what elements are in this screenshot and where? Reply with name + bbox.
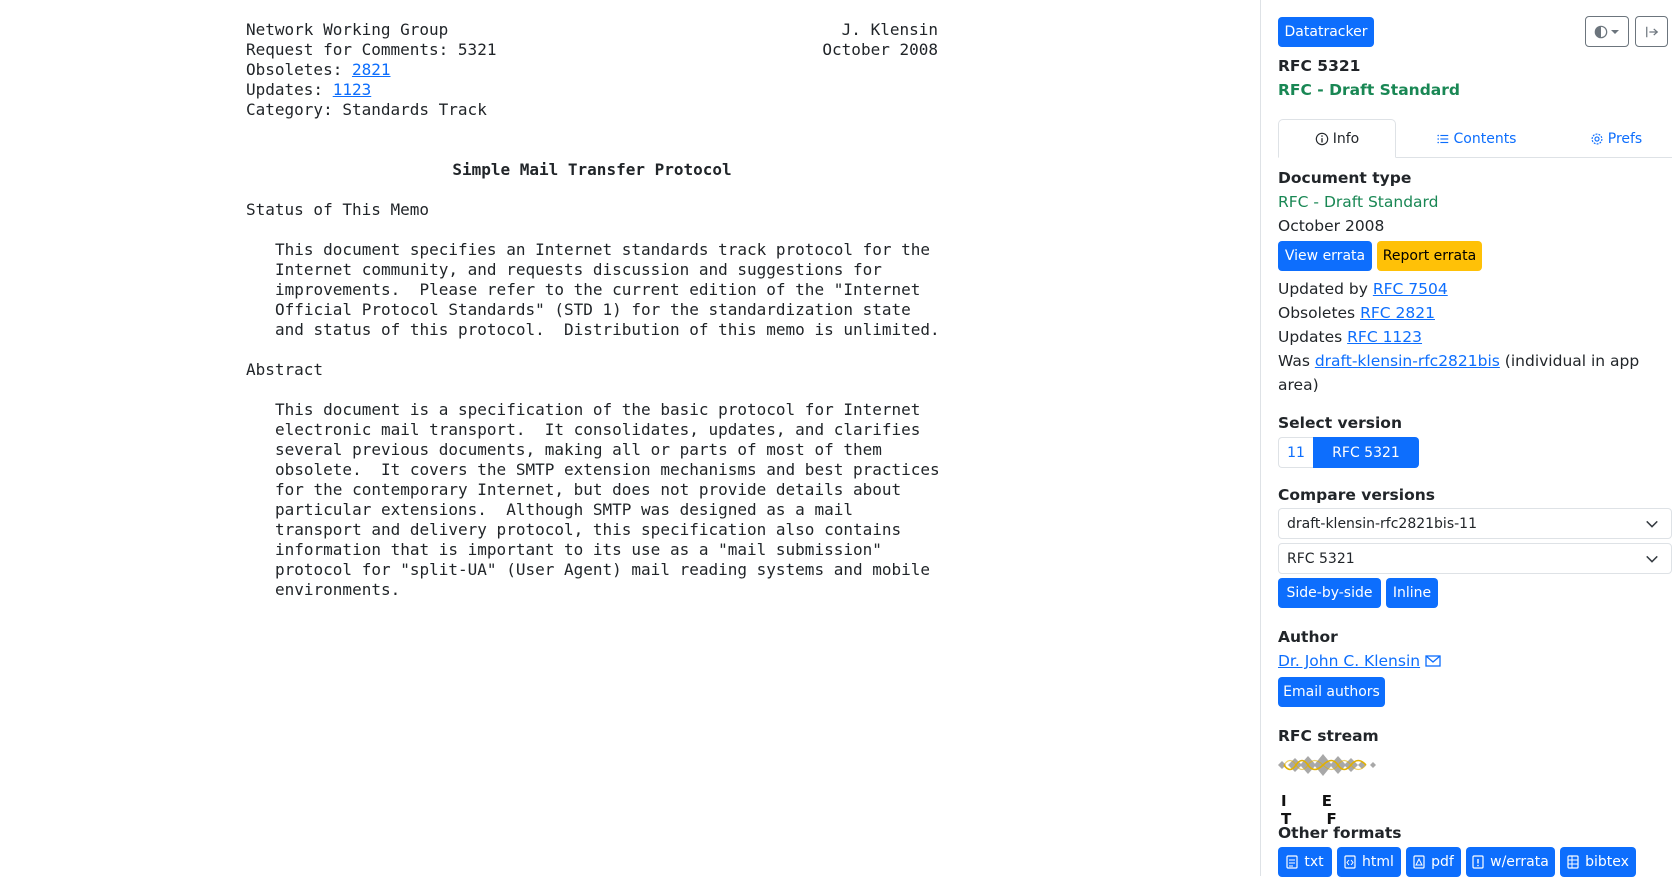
obsoletes-label: Obsoletes [1278, 304, 1361, 322]
inline-button[interactable]: Inline [1386, 578, 1438, 608]
info-icon [1315, 132, 1329, 146]
author-line [1278, 652, 1441, 670]
format-html-button[interactable] [1337, 847, 1401, 877]
compare-to-value: RFC 5321 [1287, 550, 1355, 567]
rfc-status: RFC - Draft Standard [1278, 81, 1461, 99]
report-errata-button[interactable]: Report errata [1377, 241, 1482, 271]
was-draft-link[interactable]: draft-klensin-rfc2821bis [1314, 352, 1500, 370]
envelope-icon[interactable] [1425, 654, 1441, 668]
tab-contents[interactable] [1411, 119, 1541, 158]
compare-from-select[interactable] [1278, 508, 1672, 539]
obsoletes-link[interactable]: 2821 [351, 60, 391, 79]
tab-info-label: Info [1332, 130, 1360, 147]
tab-contents-label: Contents [1453, 130, 1517, 147]
collapse-sidebar-button[interactable] [1635, 16, 1668, 47]
tab-info[interactable] [1278, 119, 1396, 158]
file-pdf-icon [1413, 855, 1425, 869]
chevron-down-icon [1645, 552, 1659, 566]
version-rfc-button[interactable]: RFC 5321 [1313, 437, 1419, 468]
status-heading: Status of This Memo [246, 200, 430, 219]
datatracker-button[interactable]: Datatracker [1278, 17, 1374, 47]
was-suffix: (individual in app [1499, 352, 1640, 370]
header-updates-label: Updates: [246, 80, 333, 99]
compare-from-value: draft-klensin-rfc2821bis-11 [1287, 515, 1477, 532]
header-category: Category: Standards Track [246, 100, 487, 119]
document-title: Simple Mail Transfer Protocol [452, 160, 732, 179]
select-version-heading: Select version [1278, 414, 1402, 432]
rfc-number: RFC 5321 [1278, 57, 1361, 75]
format-pdf-label: pdf [1431, 854, 1454, 870]
doc-date: October 2008 [1278, 217, 1385, 235]
header-author: J. Klensin [841, 20, 938, 39]
format-bibtex-label: bibtex [1585, 854, 1629, 870]
ietf-letters: I E T F [1281, 792, 1352, 828]
abstract-heading: Abstract [246, 360, 324, 379]
side-by-side-button[interactable]: Side-by-side [1278, 578, 1381, 608]
list-icon [1436, 132, 1450, 146]
file-code-icon [1344, 855, 1356, 869]
chevron-down-icon [1645, 517, 1659, 531]
was-suffix-2: area) [1278, 376, 1319, 394]
header-line-1 [246, 20, 938, 40]
updates-line [1278, 328, 1422, 346]
header-obsoletes-label: Obsoletes: [246, 60, 352, 79]
format-errata-label: w/errata [1490, 854, 1549, 870]
header-date: October 2008 [822, 40, 938, 59]
header-rfc-number: Request for Comments: 5321 [246, 40, 497, 59]
sidebar [1260, 0, 1680, 876]
caret-down-icon [1610, 27, 1620, 37]
updated-by-line [1278, 280, 1448, 298]
header-line-4 [246, 80, 938, 100]
format-bibtex-button[interactable] [1560, 847, 1636, 877]
header-line-2 [246, 40, 938, 60]
doc-type-value: RFC - Draft Standard [1278, 193, 1439, 211]
format-errata-button[interactable] [1466, 847, 1555, 877]
version-selector [1278, 437, 1419, 468]
rfc-stream-heading: RFC stream [1278, 727, 1379, 745]
other-formats-heading: Other formats [1278, 824, 1402, 842]
format-pdf-button[interactable] [1406, 847, 1461, 877]
format-html-label: html [1362, 854, 1394, 870]
header-group: Network Working Group [246, 20, 449, 39]
was-line [1278, 352, 1639, 370]
tab-prefs-label: Prefs [1607, 130, 1643, 147]
updates-label: Updates [1278, 328, 1348, 346]
theme-toggle-button[interactable] [1585, 16, 1629, 47]
author-heading: Author [1278, 628, 1338, 646]
view-errata-button[interactable]: View errata [1278, 241, 1372, 271]
updated-by-label: Updated by [1278, 280, 1373, 298]
updates-link[interactable]: 1123 [332, 80, 372, 99]
updated-by-link[interactable]: RFC 7504 [1372, 280, 1448, 298]
obsoletes-line [1278, 304, 1435, 322]
file-text-icon [1286, 855, 1298, 869]
status-text: This document specifies an Internet standards track protocol for the Internet community, and requests discussion and suggestions for improvements. Please refer to the current edition of the "Internet Official Protocol Standards" (STD 1) for the standardization state and status of this protocol. Distribution of this memo is unlimited. [275, 240, 940, 339]
tab-prefs[interactable] [1561, 119, 1671, 158]
abstract-text: This document is a specification of the basic protocol for Internet electronic mail transport. It consolidates, updates, and clarifies several previous documents, making all or parts of most of them obsolete. It covers the SMTP extension mechanisms and best practices for the contemporary Internet, but does not provide details about particular extensions. Although SMTP was designed as a mail transport and delivery protocol, this specification also contains information that is important to its use as a "mail submission" protocol for "split-UA" (User Agent) mail reading systems and mobile environments. [275, 400, 940, 599]
format-txt-label: txt [1304, 854, 1324, 870]
ietf-logo-graphic [1278, 750, 1378, 784]
header-line-3 [246, 60, 938, 80]
table-icon [1567, 855, 1579, 869]
format-txt-button[interactable] [1278, 847, 1332, 877]
sidebar-updates-link[interactable]: RFC 1123 [1347, 328, 1423, 346]
gear-icon [1590, 132, 1604, 146]
file-exclamation-icon [1472, 855, 1484, 869]
doc-type-heading: Document type [1278, 169, 1412, 187]
sidebar-collapse-icon [1645, 25, 1659, 39]
compare-to-select[interactable] [1278, 543, 1672, 574]
compare-versions-heading: Compare versions [1278, 486, 1435, 504]
sidebar-obsoletes-link[interactable]: RFC 2821 [1360, 304, 1435, 322]
ietf-logo [1278, 750, 1378, 828]
version-11-button[interactable]: 11 [1278, 437, 1313, 468]
was-label: Was [1278, 352, 1315, 370]
author-link[interactable]: Dr. John C. Klensin [1278, 652, 1421, 670]
email-authors-button[interactable]: Email authors [1278, 677, 1385, 707]
header-line-5 [246, 100, 938, 120]
contrast-icon [1594, 25, 1608, 39]
